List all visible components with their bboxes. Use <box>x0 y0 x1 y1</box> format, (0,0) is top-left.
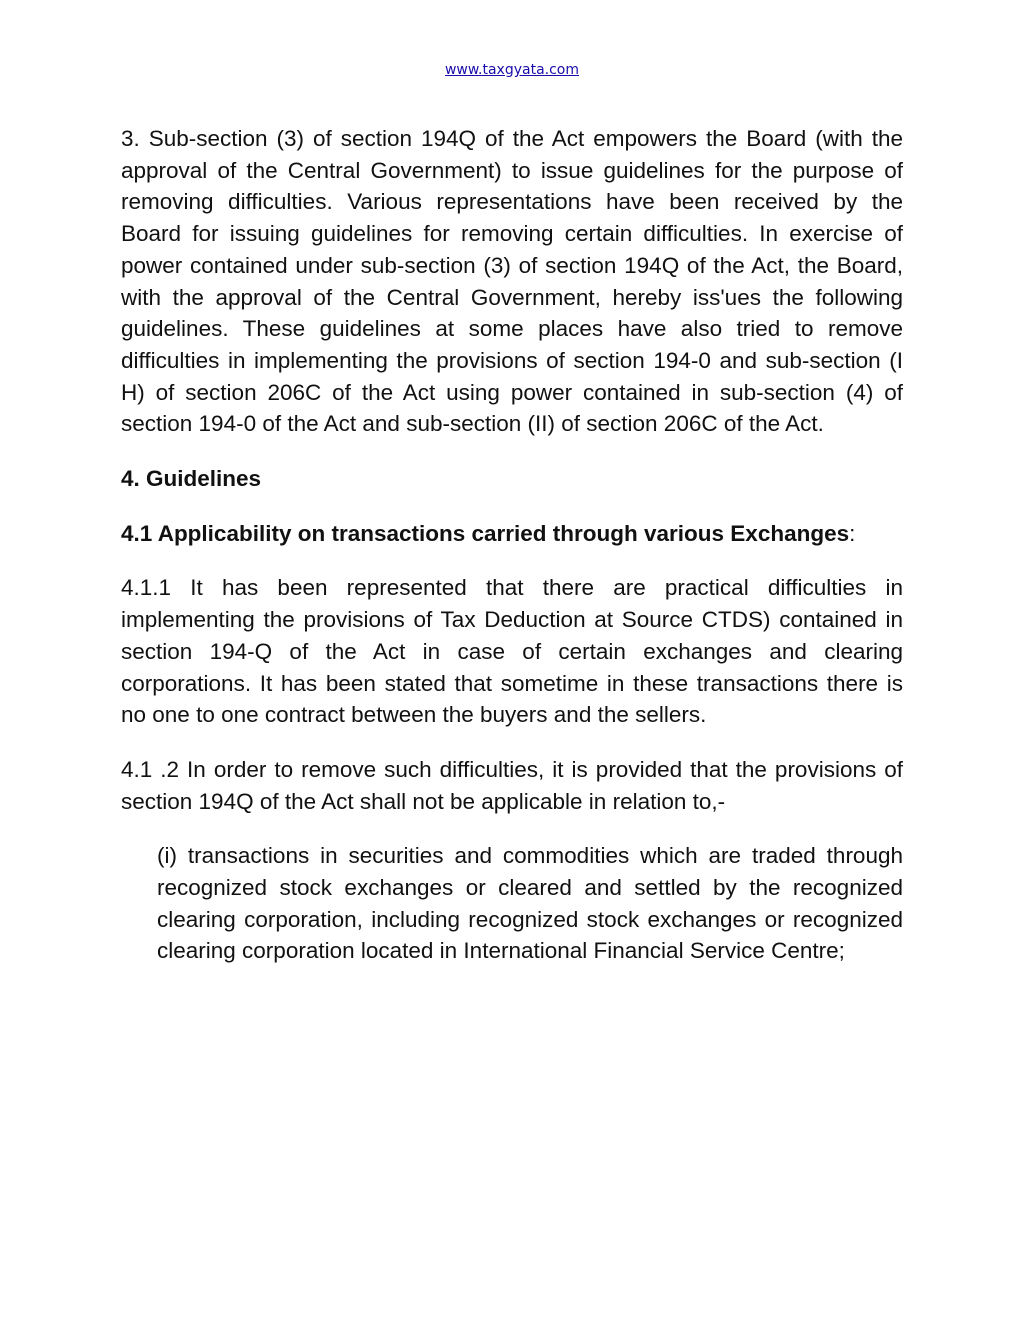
subsection-heading-4-1-colon: : <box>849 520 856 546</box>
header-website-link[interactable]: www.taxgyata.com <box>444 62 580 78</box>
list-item-i: (i) transactions in securities and commodities which are traded through recognized stock exchanges or cleared and settled by the recognized clearing corporation, including recognized stock exchanges or recognized clearing corporation located in International Financial Service Centre; <box>157 843 903 964</box>
section-heading-guidelines: 4. Guidelines <box>121 466 262 492</box>
paragraph-3: 3. Sub-section (3) of section 194Q of the Act empowers the Board (with the approval of the Central Government) to issue guidelines for the purpose of removing difficulties. Various representations have been received by the Board for issuing guidelines for removing certain difficulties. In exercise of power contained under sub-section (3) of section 194Q of the Act, the Board, with the approval of the Central Government, hereby iss'ues the following guidelines. These guidelines at some places have also tried to remove difficulties in implementing the provisions of section 194-0 and sub-section (I H) of section 206C of the Act using power contained in sub-section (4) of section 194-0 of the Act and sub-section (II) of section 206C of the Act. <box>121 126 903 437</box>
document-body <box>121 123 903 967</box>
paragraph-4-1-2: 4.1 .2 In order to remove such difficulties, it is provided that the provisions of section 194Q of the Act shall not be applicable in relation to,- <box>121 756 903 814</box>
subsection-heading-4-1-title: 4.1 Applicability on transactions carried through various Exchanges <box>121 520 850 546</box>
paragraph-4-1-1: 4.1.1 It has been represented that there are practical difficulties in implementing the provisions of Tax Deduction at Source CTDS) contained in section 194-Q of the Act in case of certain exchanges and clearing corporations. It has been stated that sometime in these transactions there is no one to one contract between the buyers and the sellers. <box>121 575 903 728</box>
subsection-heading-4-1 <box>121 518 903 550</box>
